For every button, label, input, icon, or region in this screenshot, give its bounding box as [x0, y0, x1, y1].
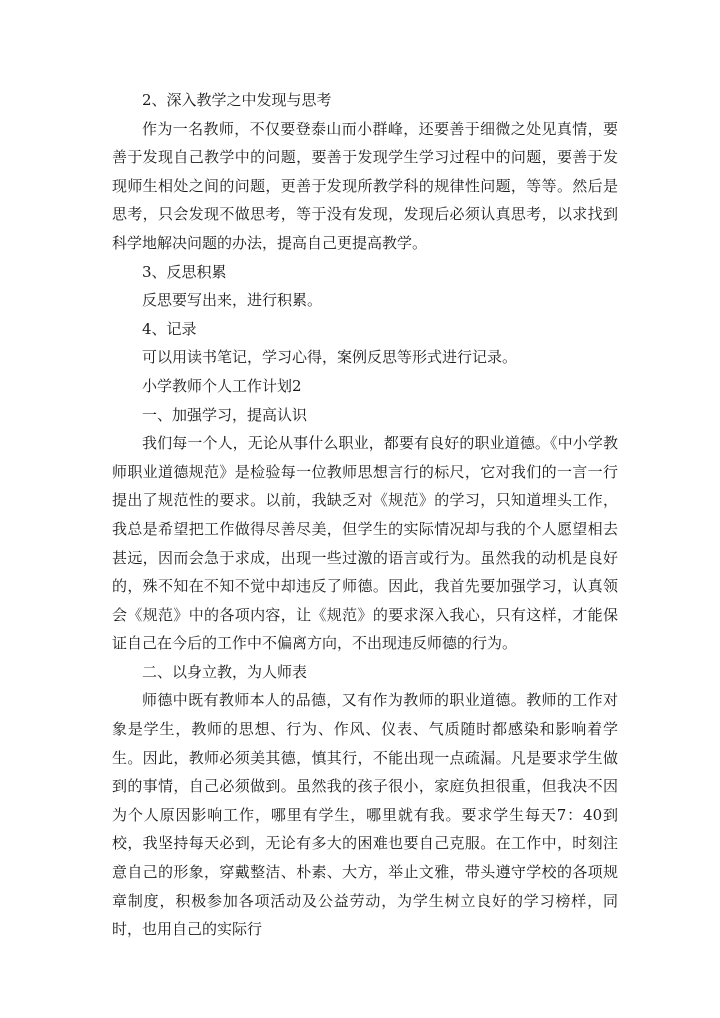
- body-paragraph: 师德中既有教师本人的品德，又有作为教师的职业道德。教师的工作对象是学生，教师的思想、行为、作风、仪表、气质随时都感染和影响着学生。因此，教师必须美其德，慎其行，不能出现一点疏漏。凡是要求学生做到的事情，自己必须做到。虽然我的孩子很小，家庭负担很重，但我决不因为个人原因影响工作，哪里有学生，哪里就有我。要求学生每天7：40到校，我坚持每天必到，无论有多大的困难也要自己克服。在工作中，时刻注意自己的形象，穿戴整洁、朴素、大方，举止文雅，带头遵守学校的各项规章制度，积极参加各项活动及公益劳动，为学生树立良好的学习榜样，同时，也用自己的实际行: [112, 691, 618, 939]
- body-paragraph: 反思要写出来，进行积累。: [142, 291, 323, 310]
- body-paragraph: 我们每一个人，无论从事什么职业，都要有良好的职业道德。《中小学教师职业道德规范》是检验每一位教师思想言行的标尺，它对我们的一言一行提出了规范性的要求。以前，我缺乏对《规范》的学习，只知道埋头工作，我总是希望把工作做得尽善尽美，但学生的实际情况却与我的个人愿望相去甚远，因而会急于求成，出现一些过激的语言或行为。虽然我的动机是良好的，殊不知在不知不觉中却违反了师德。因此，我首先要加强学习，认真领会《规范》中的各项内容，让《规范》的要求深入我心，只有这样，才能保证自己在今后的工作中不偏离方向，不出现违反师德的行为。: [112, 434, 618, 653]
- section-heading: 一、加强学习，提高认识: [142, 405, 308, 424]
- body-paragraph: 作为一名教师，不仅要登泰山而小群峰，还要善于细微之处见真情，要善于发现自己教学中的问题，要善于发现学生学习过程中的问题，要善于发现师生相处之间的问题，更善于发现所教学科的规律性问题，等等。然后是思考，只会发现不做思考，等于没有发现，发现后必须认真思考，以求找到科学地解决问题的办法，提高自己更提高教学。: [112, 119, 618, 252]
- body-paragraph: 可以用读书笔记，学习心得，案例反思等形式进行记录。: [142, 348, 518, 367]
- section-heading: 3、反思积累: [142, 262, 227, 281]
- section-heading: 二、以身立教，为人师表: [142, 662, 308, 681]
- section-heading: 2、深入教学之中发现与思考: [142, 91, 332, 109]
- document-body: [112, 86, 618, 944]
- document-title: 小学教师个人工作计划2: [142, 376, 302, 395]
- section-heading: 4、记录: [142, 319, 197, 338]
